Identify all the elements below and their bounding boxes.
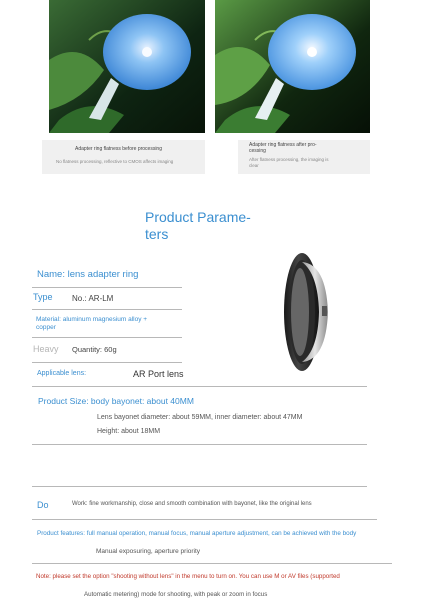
after-processing-photo: [215, 0, 370, 133]
divider: [32, 563, 392, 564]
section-title: Product Parame- ters: [145, 209, 251, 242]
note-line-2: Automatic metering) mode for shooting, with peak or zoom in focus: [84, 591, 268, 598]
lens-adapter-ring-icon: [278, 250, 333, 375]
spec-applicable-value: AR Port lens: [133, 369, 184, 379]
do-work: Work: fine workmanship, close and smooth combination with bayonet, like the original lens: [72, 501, 312, 507]
divider: [32, 519, 377, 520]
after-caption: Adapter ring flatness after pro- cessing: [249, 142, 317, 154]
before-note: No flatness processing, reflective to CMOS affects imaging: [56, 159, 174, 164]
divider: [32, 386, 367, 387]
spec-name: Name: lens adapter ring: [37, 269, 139, 280]
spec-applicable-label: Applicable lens:: [37, 370, 87, 377]
divider: [32, 337, 182, 338]
spec-lens-bayonet: Lens bayonet diameter: about 59MM, inner diameter: about 47MM: [97, 414, 303, 421]
spec-heavy-value: Quantity: 60g: [72, 345, 117, 354]
divider: [32, 309, 182, 310]
spec-material: Material: aluminum magnesium alloy + copper: [36, 316, 148, 331]
do-label: Do: [37, 500, 49, 510]
features-line-1: Product features: full manual operation, manual focus, manual aperture adjustment, can be achieved with the body: [37, 530, 357, 537]
divider: [32, 444, 367, 445]
note-line-1: Note: please set the option "shooting without lens" in the menu to turn on. You can use M or AV files (supported: [36, 573, 340, 580]
divider: [32, 362, 182, 363]
spec-heavy-label: Heavy: [33, 344, 59, 354]
before-processing-photo: [49, 0, 205, 133]
spec-size: Product Size: body bayonet: about 40MM: [38, 396, 194, 406]
adapter-ring-image: [278, 250, 333, 375]
after-note: After flatness processing, the imaging is clear: [249, 157, 329, 168]
divider: [32, 287, 182, 288]
spec-type-label: Type: [33, 292, 53, 302]
morning-glory-flower-image-before: [49, 0, 205, 133]
before-caption: Adapter ring flatness before processing: [75, 146, 162, 152]
spec-type-value: No.: AR-LM: [72, 294, 114, 303]
spec-height: Height: about 18MM: [97, 428, 161, 435]
morning-glory-flower-image-after: [215, 0, 370, 133]
features-line-2: Manual exposuring, aperture priority: [96, 548, 201, 555]
divider: [32, 486, 367, 487]
